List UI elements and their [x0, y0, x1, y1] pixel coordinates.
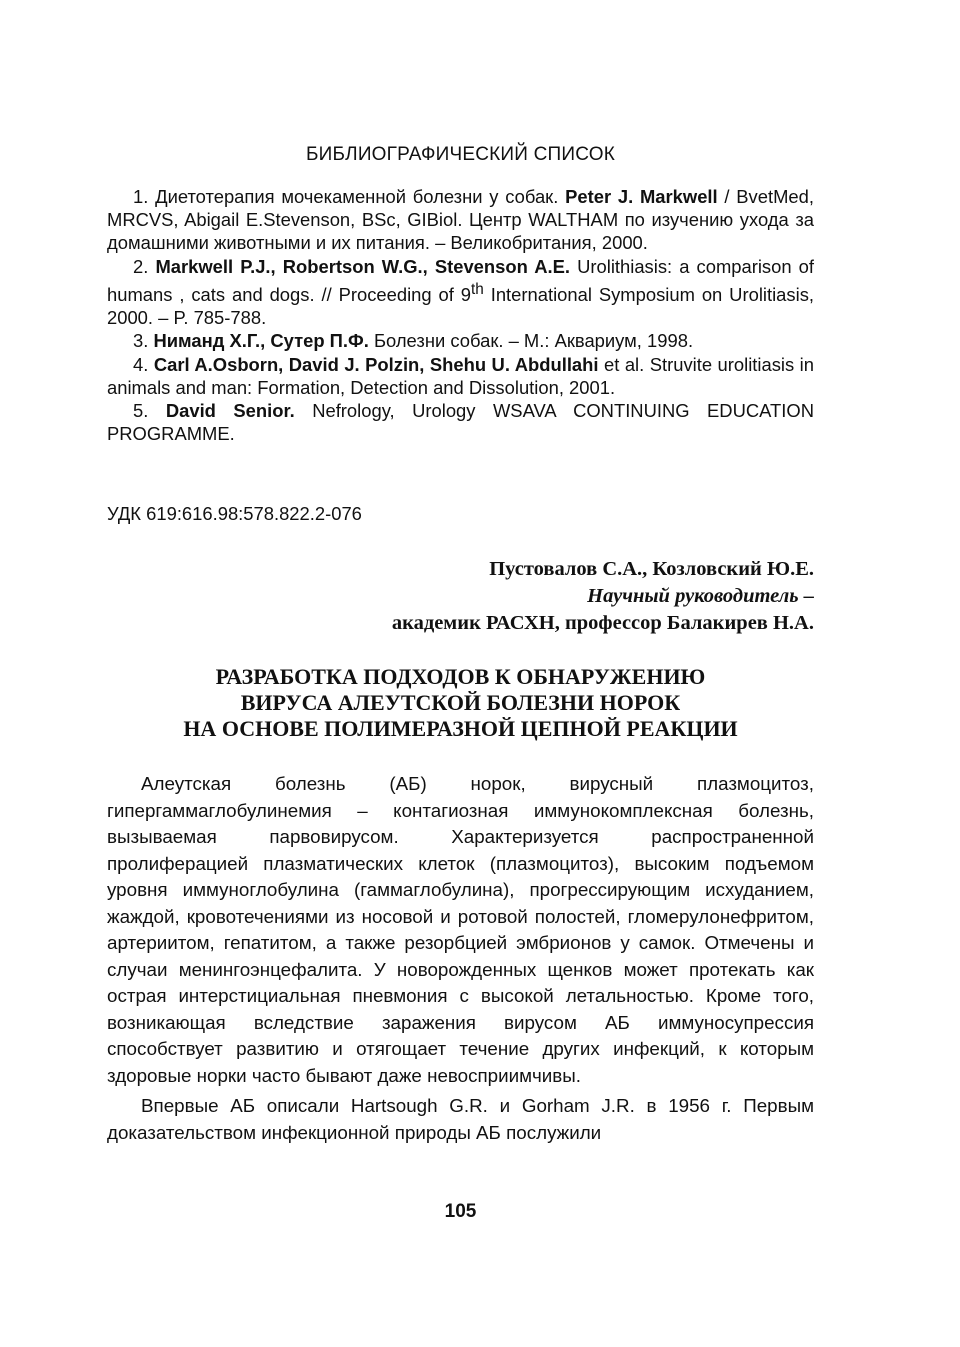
reference-authors: David Senior.	[165, 399, 295, 421]
reference-number: 1.	[133, 186, 149, 207]
reference-source-cont: International Symposium on Urolitiasis, 2000. – P. 785-788.	[107, 283, 814, 329]
reference-item	[107, 329, 814, 352]
reference-number: 5.	[133, 399, 149, 421]
title-line: РАЗРАБОТКА ПОДХОДОВ К ОБНАРУЖЕНИЮ	[215, 664, 706, 689]
supervisor-name: академик РАСХН, профессор Балакирев Н.А.	[391, 612, 814, 634]
reference-authors: Ниманд Х.Г., Сутер П.Ф.	[153, 330, 369, 352]
title-line: НА ОСНОВЕ ПОЛИМЕРАЗНОЙ ЦЕПНОЙ РЕАКЦИИ	[183, 716, 738, 741]
page-number: 105	[444, 1201, 477, 1222]
reference-item	[107, 353, 814, 399]
reference-number: 2.	[133, 255, 149, 277]
reference-authors: Peter J. Markwell	[565, 186, 718, 207]
reference-item	[107, 399, 814, 445]
reference-source: Болезни собак. – М.: Аквариум, 1998.	[373, 330, 694, 352]
reference-source: / BvetMed, MRCVS, Abigail E.Stevenson, BSc, GIBiol. Центр WALTHAM по изучению ухода за домашними животными и их питания. – Великобритания, 2000.	[107, 186, 814, 254]
bibliography-heading: БИБЛИОГРАФИЧЕСКИЙ СПИСОК	[305, 144, 616, 165]
reference-superscript: th	[471, 280, 484, 298]
reference-source: et al. Struvite urolitiasis in animals and man: Formation, Detection and Dissolution, 2001.	[107, 353, 814, 398]
udk-code: УДК 619:616.98:578.822.2-076	[107, 503, 362, 524]
reference-source: Nefrology, Urology WSAVA CONTINUING EDUCATION PROGRAMME.	[107, 399, 814, 445]
reference-number: 3.	[133, 330, 149, 352]
reference-authors: Carl A.Osborn, David J. Polzin, Shehu U. Abdullahi	[153, 353, 599, 375]
reference-item	[107, 185, 814, 255]
author-block	[392, 556, 814, 637]
reference-list	[107, 185, 814, 445]
reference-item	[107, 255, 814, 330]
reference-source: Urolithiasis: a comparison of humans , cats and dogs. // Proceeding of 9	[107, 255, 815, 305]
author-names: Пустовалов С.А., Козловский Ю.Е.	[489, 558, 814, 580]
body-paragraph: Алеутская болезнь (АБ) норок, вирусный плазмоцитоз, гипергаммаглобулинемия – контагиозная иммунокомплексная болезнь, вызываемая парвовирусом. Характеризуется распространенной пролиферацией плазматических клеток (плазмоцитоз), высоким подъемом уровня иммуноглобулина (гаммаглобулина), прогрессирующим исхуданием, жаждой, кровотечениями из носовой и ротовой полостей, гломерулонефритом, артериитом, гепатитом, а также резорбцией эмбрионов у самок. Отмечены и случаи менингоэнцефалита. У новорожденных щенков может протекать как острая интерстициальная пневмония с высокой летальностью. Кроме того, возникающая вследствие заражения вирусом АБ иммуносупрессия способствует развитию и отягощает течение других инфекций, к которым здоровые норки часто бывают даже невосприимчивы.	[107, 773, 814, 1086]
title-line: ВИРУСА АЛЕУТСКОЙ БОЛЕЗНИ НОРОК	[240, 690, 681, 715]
article-body	[107, 771, 814, 1150]
body-paragraph: Впервые АБ описали Hartsough G.R. и Gorham J.R. в 1956 г. Первым доказательством инфекционной природы АБ послужили	[107, 1095, 814, 1143]
article-title	[107, 664, 814, 742]
reference-authors: Markwell P.J., Robertson W.G., Stevenson A.E.	[155, 255, 570, 277]
supervisor-label: Научный руководитель –	[587, 585, 814, 607]
reference-title: Диетотерапия мочекаменной болезни у собак.	[155, 186, 559, 207]
reference-number: 4.	[133, 353, 149, 375]
